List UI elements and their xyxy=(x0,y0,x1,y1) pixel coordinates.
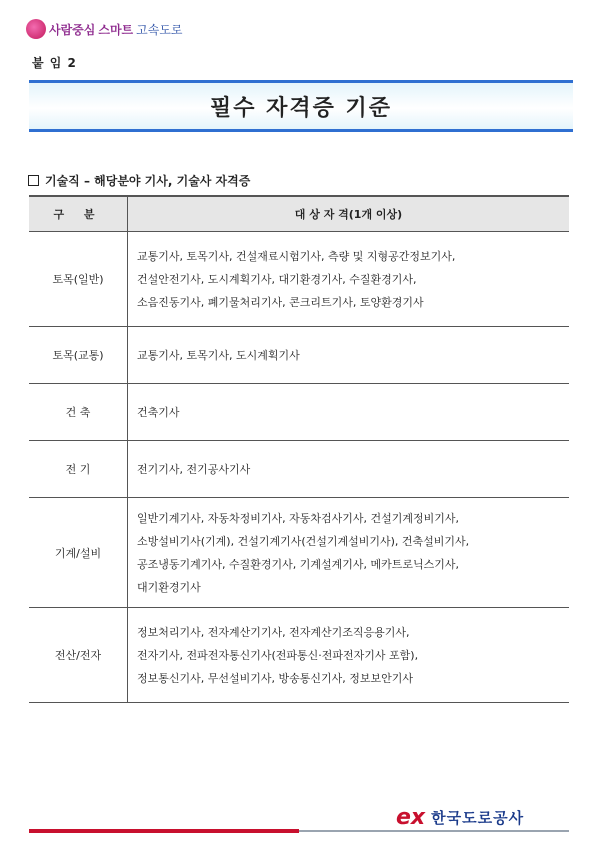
table-row xyxy=(29,232,569,327)
table-row xyxy=(29,384,569,441)
qualification-line: 교통기사, 토목기사, 도시계획기사 xyxy=(137,348,300,362)
footer-divider-gray xyxy=(299,830,569,832)
row-category: 전 기 xyxy=(29,441,128,498)
row-category: 토목(일반) xyxy=(29,232,128,327)
qualification-line: 정보통신기사, 무선설비기사, 방송통신기사, 정보보안기사 xyxy=(137,671,414,685)
qualification-line: 전기기사, 전기공사기사 xyxy=(137,462,251,476)
section-heading xyxy=(28,172,250,189)
title-banner xyxy=(29,80,573,132)
table-row xyxy=(29,441,569,498)
attachment-label: 붙 임 2 xyxy=(32,56,77,70)
footer-logo xyxy=(396,805,524,830)
qualification-line: 대기환경기사 xyxy=(137,580,201,594)
qualification-table xyxy=(29,195,569,703)
table-row xyxy=(29,608,569,703)
brand-emblem-icon xyxy=(26,19,46,39)
organization-name: 한국도로공사 xyxy=(431,809,525,827)
qualification-line: 건축기사 xyxy=(137,405,180,419)
brand-part2: 스마트 xyxy=(98,22,134,37)
brand-part1: 사람중심 xyxy=(49,22,96,37)
header-category: 구 분 xyxy=(29,196,128,232)
row-qualifications xyxy=(128,384,570,441)
table-header-row xyxy=(29,196,569,232)
brand-part3: 고속도로 xyxy=(136,22,183,37)
table-row xyxy=(29,327,569,384)
checkbox-icon xyxy=(28,175,39,186)
qualification-line: 소음진동기사, 폐기물처리기사, 콘크리트기사, 토양환경기사 xyxy=(137,295,424,309)
page-title: 필수 자격증 기준 xyxy=(209,95,393,121)
ex-logo-icon: ex xyxy=(396,805,426,830)
row-category: 기계/설비 xyxy=(29,498,128,608)
qualification-line: 건설안전기사, 도시계획기사, 대기환경기사, 수질환경기사, xyxy=(137,272,417,286)
qualification-line: 소방설비기사(기계), 건설기계기사(건설기계설비기사), 건축설비기사, xyxy=(137,534,470,548)
qualification-line: 정보처리기사, 전자계산기기사, 전자계산기조직응용기사, xyxy=(137,625,410,639)
header-qualifications: 대 상 자 격(1개 이상) xyxy=(128,196,570,232)
row-category: 전산/전자 xyxy=(29,608,128,703)
table-row xyxy=(29,498,569,608)
row-qualifications xyxy=(128,327,570,384)
section-title: 기술직 – 해당분야 기사, 기술사 자격증 xyxy=(45,174,251,188)
row-qualifications xyxy=(128,441,570,498)
row-qualifications xyxy=(128,498,570,608)
qualification-line: 교통기사, 토목기사, 건설재료시험기사, 측량 및 지형공간정보기사, xyxy=(137,249,456,263)
row-qualifications xyxy=(128,608,570,703)
row-qualifications xyxy=(128,232,570,327)
qualification-line: 공조냉동기계기사, 수질환경기사, 기계설계기사, 메카트로닉스기사, xyxy=(137,557,460,571)
footer-divider-red xyxy=(29,829,299,833)
row-category: 토목(교통) xyxy=(29,327,128,384)
brand-logo xyxy=(26,18,183,40)
row-category: 건 축 xyxy=(29,384,128,441)
qualification-line: 전자기사, 전파전자통신기사(전파통신·전파전자기사 포함), xyxy=(137,648,419,662)
qualification-line: 일반기계기사, 자동차정비기사, 자동차검사기사, 건설기계정비기사, xyxy=(137,511,460,525)
